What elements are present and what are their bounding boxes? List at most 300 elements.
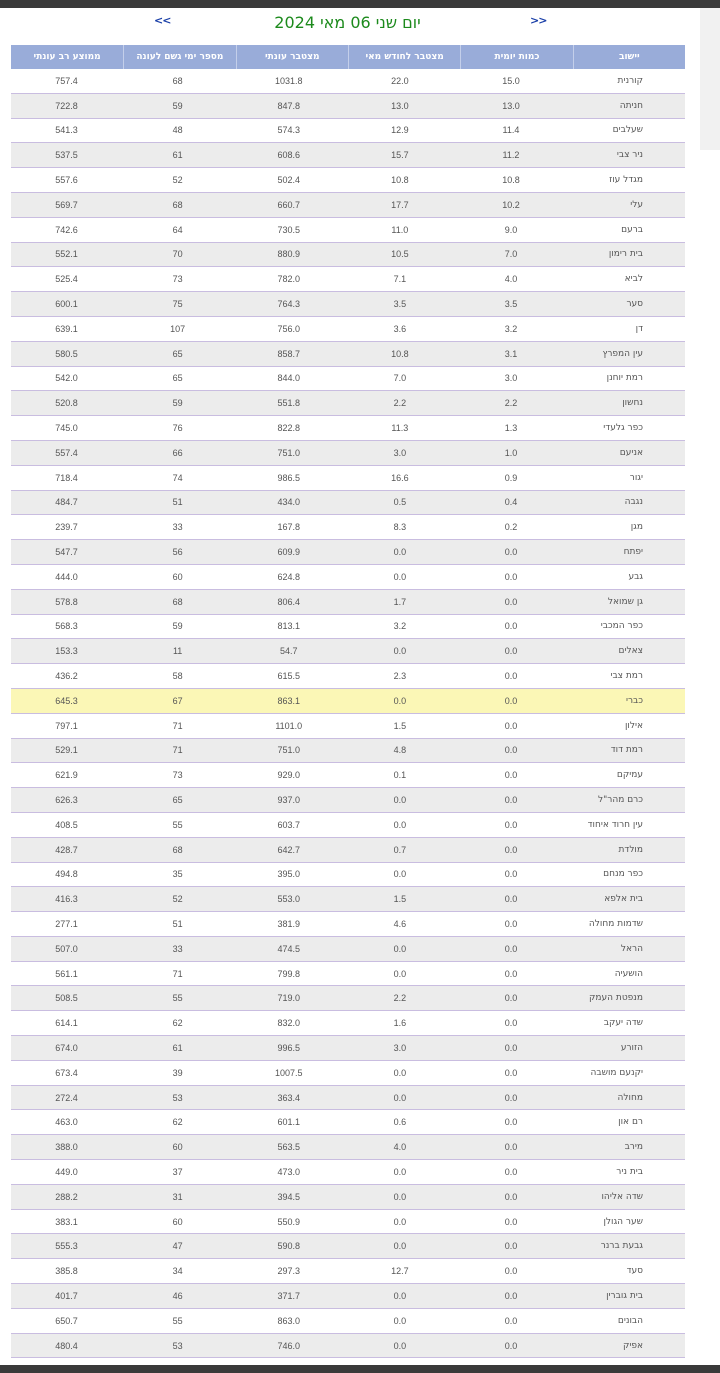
monthly-total-cell: 0.0	[393, 819, 407, 830]
rain-days-cell: 59	[172, 100, 183, 111]
monthly-total-cell: 0.0	[393, 1216, 407, 1227]
seasonal-average-cell: 416.3	[55, 894, 78, 905]
rain-days-cell: 64	[172, 224, 183, 235]
monthly-total-cell: 0.0	[393, 1092, 407, 1103]
table-row[interactable]	[11, 664, 685, 689]
seasonal-total-cell: 167.8	[277, 522, 301, 533]
rain-days-cell: 107	[170, 323, 186, 334]
daily-amount-cell: 0.0	[504, 621, 518, 632]
table-row[interactable]	[11, 515, 685, 540]
seasonal-average-cell: 542.0	[55, 373, 78, 384]
station-name-cell: בית ניר	[616, 1166, 643, 1177]
seasonal-average-cell: 401.7	[55, 1290, 78, 1301]
daily-amount-cell: 0.0	[504, 918, 518, 929]
seasonal-average-cell: 547.7	[55, 547, 78, 558]
monthly-total-cell: 0.0	[393, 1067, 407, 1078]
seasonal-total-cell: 297.3	[277, 1266, 301, 1277]
rain-days-cell: 76	[172, 423, 183, 434]
rain-days-cell: 37	[172, 1166, 183, 1177]
station-name-cell: קורנית	[617, 75, 643, 86]
monthly-total-cell: 12.7	[391, 1266, 409, 1277]
seasonal-average-cell: 494.8	[55, 869, 78, 880]
daily-amount-cell: 0.0	[504, 745, 518, 756]
seasonal-average-cell: 757.4	[55, 75, 78, 86]
daily-amount-cell: 3.1	[504, 348, 518, 359]
seasonal-average-cell: 578.8	[55, 596, 78, 607]
seasonal-total-cell: 502.4	[277, 175, 301, 186]
seasonal-average-cell: 480.4	[55, 1340, 78, 1351]
seasonal-total-cell: 54.7	[279, 646, 298, 657]
table-row[interactable]	[11, 69, 685, 94]
station-name-cell: מנפטת העמק	[589, 993, 643, 1004]
seasonal-total-cell: 563.5	[277, 1142, 301, 1153]
table-row[interactable]	[11, 986, 685, 1011]
station-name-cell: רם און	[618, 1117, 643, 1128]
seasonal-average-cell: 428.7	[55, 844, 78, 855]
rain-days-cell: 34	[172, 1266, 183, 1277]
station-name-cell: יפתח	[623, 547, 643, 558]
daily-amount-cell: 0.0	[504, 671, 518, 682]
daily-amount-cell: 0.0	[504, 1290, 518, 1301]
daily-amount-cell: 11.2	[502, 150, 520, 161]
rain-days-cell: 68	[172, 844, 183, 855]
seasonal-average-cell: 561.1	[55, 968, 78, 979]
seasonal-average-cell: 277.1	[55, 918, 78, 929]
monthly-total-cell: 7.1	[393, 274, 407, 285]
table-row[interactable]	[11, 887, 685, 912]
table-row[interactable]	[11, 689, 685, 714]
daily-amount-cell: 0.0	[504, 1315, 518, 1326]
seasonal-total-cell: 730.5	[277, 224, 301, 235]
station-name-cell: עמיקם	[616, 770, 643, 781]
table-row[interactable]	[11, 838, 685, 863]
daily-amount-cell: 0.4	[504, 497, 518, 508]
seasonal-total-cell: 719.0	[277, 993, 301, 1004]
station-name-cell: מחולה	[617, 1092, 643, 1103]
monthly-total-cell: 0.0	[393, 795, 407, 805]
date-header	[10, 8, 685, 44]
station-name-cell: הזורע	[620, 1042, 643, 1053]
top-status-bar	[0, 0, 720, 8]
station-name-cell: עין חרוד איחוד	[587, 819, 643, 830]
column-header-station[interactable]: יישוב	[573, 45, 685, 69]
monthly-total-cell: 0.0	[393, 943, 407, 954]
next-day-button[interactable]: >>	[530, 14, 547, 27]
daily-amount-cell: 0.9	[504, 472, 518, 483]
monthly-total-cell: 15.7	[391, 150, 409, 161]
table-row[interactable]	[11, 615, 685, 640]
daily-amount-cell: 0.0	[504, 1266, 518, 1277]
monthly-total-cell: 3.6	[393, 323, 407, 334]
rain-days-cell: 47	[172, 1241, 183, 1252]
seasonal-average-cell: 436.2	[55, 671, 78, 682]
monthly-total-cell: 12.9	[391, 125, 409, 136]
daily-amount-cell: 0.0	[504, 1216, 518, 1227]
table-row[interactable]	[11, 1160, 685, 1185]
station-name-cell: כפר מנחם	[603, 869, 643, 880]
seasonal-average-cell: 580.5	[55, 348, 78, 359]
rain-days-cell: 68	[172, 75, 183, 86]
seasonal-average-cell: 557.4	[55, 447, 78, 458]
monthly-total-cell: 10.5	[391, 249, 409, 260]
daily-amount-cell: 10.2	[502, 199, 520, 210]
table-row[interactable]	[11, 590, 685, 615]
table-row[interactable]	[11, 739, 685, 764]
station-name-cell: דן	[635, 323, 643, 334]
seasonal-average-cell: 742.6	[55, 224, 78, 235]
table-row[interactable]	[11, 565, 685, 590]
table-row[interactable]	[11, 441, 685, 466]
rain-days-cell: 65	[172, 373, 183, 384]
daily-amount-cell: 0.0	[504, 844, 518, 855]
seasonal-average-cell: 537.5	[55, 150, 78, 161]
monthly-total-cell: 7.0	[393, 373, 407, 384]
table-row[interactable]	[11, 1036, 685, 1061]
seasonal-average-cell: 388.0	[55, 1142, 78, 1153]
station-name-cell: שדמות מחולה	[588, 918, 643, 929]
rain-days-cell: 75	[172, 299, 183, 310]
seasonal-total-cell: 624.8	[277, 571, 301, 582]
seasonal-total-cell: 863.0	[277, 1315, 301, 1326]
table-row[interactable]	[11, 1185, 685, 1210]
daily-amount-cell: 0.0	[504, 720, 518, 731]
rain-days-cell: 39	[172, 1067, 183, 1078]
daily-amount-cell: 0.0	[504, 770, 518, 781]
monthly-total-cell: 1.5	[393, 720, 407, 731]
rain-days-cell: 71	[172, 968, 183, 979]
monthly-total-cell: 1.7	[393, 596, 407, 607]
monthly-total-cell: 0.1	[393, 770, 407, 781]
table-row[interactable]	[11, 962, 685, 987]
daily-amount-cell: 0.0	[504, 695, 518, 706]
monthly-total-cell: 0.0	[393, 1290, 407, 1301]
daily-amount-cell: 0.0	[504, 1042, 518, 1053]
station-name-cell: נחשון	[622, 398, 643, 409]
table-row[interactable]	[11, 1309, 685, 1334]
seasonal-total-cell: 394.5	[277, 1191, 301, 1202]
rain-days-cell: 66	[172, 447, 183, 458]
rain-days-cell: 58	[172, 671, 183, 682]
monthly-total-cell: 11.0	[391, 224, 409, 235]
seasonal-total-cell: 371.7	[277, 1290, 301, 1301]
rain-days-cell: 52	[172, 894, 183, 905]
monthly-total-cell: 3.2	[393, 621, 407, 632]
seasonal-average-cell: 508.5	[55, 993, 78, 1004]
seasonal-average-cell: 555.3	[55, 1241, 78, 1252]
daily-amount-cell: 0.0	[504, 1142, 518, 1153]
station-name-cell: סעד	[626, 1266, 643, 1277]
station-name-cell: שער הגולן	[603, 1216, 643, 1227]
station-name-cell: מגן	[630, 522, 643, 533]
table-row[interactable]	[11, 317, 685, 342]
table-body	[11, 69, 685, 1358]
seasonal-average-cell: 674.0	[55, 1042, 78, 1053]
table-row[interactable]	[11, 342, 685, 367]
rain-days-cell: 67	[172, 695, 183, 706]
seasonal-total-cell: 381.9	[277, 918, 301, 929]
station-name-cell: שדה אליהו	[601, 1191, 643, 1202]
daily-amount-cell: 13.0	[502, 100, 520, 111]
station-name-cell: יגור	[629, 472, 643, 483]
rain-days-cell: 61	[172, 150, 183, 161]
rain-days-cell: 55	[172, 1315, 183, 1326]
station-name-cell: כפר המכבי	[600, 621, 643, 632]
monthly-total-cell: 0.0	[393, 1340, 407, 1351]
rain-days-cell: 68	[172, 596, 183, 607]
monthly-total-cell: 0.0	[393, 646, 407, 657]
column-header-daily-amount[interactable]: כמות יומית	[460, 45, 572, 69]
station-name-cell: הבונים	[617, 1315, 643, 1326]
rain-days-cell: 60	[172, 571, 183, 582]
station-name-cell: שדה יעקב	[603, 1018, 643, 1029]
table-row[interactable]	[11, 1284, 685, 1309]
table-row[interactable]	[11, 466, 685, 491]
monthly-total-cell: 0.0	[393, 968, 407, 979]
table-row[interactable]	[11, 540, 685, 565]
station-name-cell: גן שמואל	[607, 596, 643, 607]
station-name-cell: הראל	[620, 943, 643, 954]
table-row[interactable]	[11, 143, 685, 168]
station-name-cell: אילון	[624, 720, 643, 731]
station-name-cell: מירב	[624, 1142, 643, 1153]
monthly-total-cell: 4.8	[393, 745, 407, 756]
daily-amount-cell: 3.5	[504, 299, 518, 310]
table-row[interactable]	[11, 714, 685, 739]
table-row[interactable]	[11, 193, 685, 218]
rain-days-cell: 65	[172, 795, 183, 805]
seasonal-average-cell: 288.2	[55, 1191, 78, 1202]
seasonal-total-cell: 603.7	[277, 819, 301, 830]
column-header-seasonal-average[interactable]: ממוצע רב עונתי	[33, 52, 101, 62]
seasonal-average-cell: 718.4	[55, 472, 78, 483]
seasonal-average-cell: 639.1	[55, 323, 78, 334]
rain-days-cell: 55	[172, 819, 183, 830]
seasonal-average-cell: 408.5	[55, 819, 78, 830]
table-row[interactable]	[11, 912, 685, 937]
station-name-cell: עין המפרץ	[602, 348, 643, 359]
monthly-total-cell: 0.0	[393, 1315, 407, 1326]
table-row[interactable]	[11, 813, 685, 838]
station-name-cell: רמת דוד	[610, 745, 643, 756]
seasonal-average-cell: 645.3	[55, 695, 78, 706]
monthly-total-cell: 17.7	[391, 199, 409, 210]
table-row[interactable]	[11, 367, 685, 392]
monthly-total-cell: 0.6	[393, 1117, 407, 1128]
seasonal-average-cell: 722.8	[55, 100, 78, 111]
table-row[interactable]	[11, 863, 685, 888]
side-shade	[700, 8, 720, 150]
table-row[interactable]	[11, 1086, 685, 1111]
daily-amount-cell: 0.0	[504, 1117, 518, 1128]
monthly-total-cell: 0.0	[393, 869, 407, 880]
seasonal-average-cell: 569.7	[55, 199, 78, 210]
seasonal-total-cell: 395.0	[277, 869, 301, 880]
table-row[interactable]	[11, 1061, 685, 1086]
rain-days-cell: 35	[172, 869, 183, 880]
seasonal-total-cell: 363.4	[277, 1092, 301, 1103]
rain-days-cell: 71	[172, 745, 183, 756]
seasonal-total-cell: 642.7	[277, 844, 301, 855]
rain-days-cell: 55	[172, 993, 183, 1004]
monthly-total-cell: 2.2	[393, 398, 407, 409]
seasonal-average-cell: 520.8	[55, 398, 78, 409]
daily-amount-cell: 10.8	[502, 175, 520, 186]
station-name-cell: כרם מהר"ל	[598, 795, 643, 805]
column-header-seasonal-total[interactable]: מצטבר עונתי	[236, 45, 348, 69]
monthly-total-cell: 2.3	[393, 671, 407, 682]
seasonal-average-cell: 673.4	[55, 1067, 78, 1078]
seasonal-average-cell: 463.0	[55, 1117, 78, 1128]
seasonal-total-cell: 608.6	[277, 150, 301, 161]
table-row[interactable]	[11, 763, 685, 788]
table-row[interactable]	[11, 168, 685, 193]
rain-days-cell: 33	[172, 943, 183, 954]
monthly-total-cell: 4.0	[393, 1142, 407, 1153]
seasonal-average-cell: 621.9	[55, 770, 78, 781]
daily-amount-cell: 0.0	[504, 547, 518, 558]
daily-amount-cell: 0.0	[504, 943, 518, 954]
seasonal-total-cell: 847.8	[277, 100, 301, 111]
seasonal-average-cell: 541.3	[55, 125, 78, 136]
table-header	[11, 45, 685, 69]
seasonal-average-cell: 153.3	[55, 646, 78, 657]
seasonal-total-cell: 858.7	[277, 348, 301, 359]
seasonal-average-cell: 552.1	[55, 249, 78, 260]
seasonal-average-cell: 383.1	[55, 1216, 78, 1227]
table-row[interactable]	[11, 937, 685, 962]
station-name-cell: סער	[626, 299, 643, 310]
station-name-cell: כפר גלעדי	[603, 423, 643, 434]
table-row[interactable]	[11, 243, 685, 268]
seasonal-total-cell: 844.0	[277, 373, 301, 384]
bottom-nav-bar	[0, 1365, 720, 1373]
seasonal-average-cell: 745.0	[55, 423, 78, 434]
table-row[interactable]	[11, 416, 685, 441]
station-name-cell: ניר צבי	[616, 150, 643, 161]
rain-days-cell: 60	[172, 1216, 183, 1227]
seasonal-average-cell: 568.3	[55, 621, 78, 632]
rain-days-cell: 52	[172, 175, 183, 186]
daily-amount-cell: 0.0	[504, 1191, 518, 1202]
table-row[interactable]	[11, 292, 685, 317]
rain-days-cell: 74	[172, 472, 183, 483]
column-header-rain-days[interactable]: מספר ימי גשם לעונה	[123, 45, 235, 69]
monthly-total-cell: 1.5	[393, 894, 407, 905]
rain-days-cell: 53	[172, 1340, 183, 1351]
table-row[interactable]	[11, 639, 685, 664]
station-name-cell: ברעם	[621, 224, 643, 235]
seasonal-total-cell: 550.9	[277, 1216, 301, 1227]
daily-amount-cell: 0.0	[504, 596, 518, 607]
seasonal-total-cell: 601.1	[277, 1117, 301, 1128]
table-row[interactable]	[11, 1135, 685, 1160]
table-row[interactable]	[11, 1210, 685, 1235]
seasonal-total-cell: 474.5	[277, 943, 301, 954]
table-row[interactable]	[11, 491, 685, 516]
monthly-total-cell: 10.8	[391, 348, 409, 359]
seasonal-total-cell: 434.0	[277, 497, 301, 508]
table-row[interactable]	[11, 94, 685, 119]
column-header-monthly-total[interactable]: מצטבר לחודש מאי	[348, 45, 460, 69]
seasonal-average-cell: 525.4	[55, 274, 78, 285]
daily-amount-cell: 0.0	[504, 894, 518, 905]
seasonal-total-cell: 756.0	[277, 323, 301, 334]
seasonal-total-cell: 553.0	[277, 894, 301, 905]
seasonal-average-cell: 444.0	[55, 571, 78, 582]
seasonal-total-cell: 1007.5	[274, 1067, 303, 1078]
monthly-total-cell: 2.2	[393, 993, 407, 1004]
monthly-total-cell: 22.0	[391, 75, 409, 86]
station-name-cell: בית אלפא	[604, 894, 643, 905]
table-row[interactable]	[11, 391, 685, 416]
rain-days-cell: 46	[172, 1290, 183, 1301]
daily-amount-cell: 0.0	[504, 1092, 518, 1103]
daily-amount-cell: 0.0	[504, 795, 518, 805]
station-name-cell: כברי	[625, 695, 643, 706]
seasonal-total-cell: 799.8	[277, 968, 301, 979]
seasonal-total-cell: 863.1	[277, 695, 301, 706]
table-row[interactable]	[11, 1011, 685, 1036]
monthly-total-cell: 0.0	[393, 1241, 407, 1252]
table-row[interactable]	[11, 1259, 685, 1284]
seasonal-average-cell: 239.7	[55, 522, 78, 533]
table-row[interactable]	[11, 218, 685, 243]
monthly-total-cell: 4.6	[393, 918, 407, 929]
seasonal-total-cell: 551.8	[277, 398, 301, 409]
seasonal-total-cell: 1101.0	[275, 720, 303, 731]
monthly-total-cell: 0.0	[393, 547, 407, 558]
seasonal-average-cell: 797.1	[55, 720, 78, 731]
table-row[interactable]	[11, 1334, 685, 1359]
seasonal-total-cell: 751.0	[277, 745, 301, 756]
monthly-total-cell: 3.0	[393, 447, 407, 458]
station-name-cell: נגבה	[624, 497, 643, 508]
seasonal-total-cell: 813.1	[277, 621, 301, 632]
daily-amount-cell: 0.0	[504, 993, 518, 1004]
monthly-total-cell: 8.3	[393, 522, 407, 533]
monthly-total-cell: 0.5	[393, 497, 407, 508]
seasonal-total-cell: 782.0	[277, 274, 301, 285]
daily-amount-cell: 2.2	[504, 398, 518, 409]
daily-amount-cell: 3.2	[504, 323, 518, 334]
table-row[interactable]	[11, 267, 685, 292]
daily-amount-cell: 0.0	[504, 1067, 518, 1078]
station-name-cell: לביא	[624, 274, 643, 285]
rain-days-cell: 61	[172, 1042, 183, 1053]
daily-amount-cell: 0.0	[504, 571, 518, 582]
monthly-total-cell: 0.0	[393, 695, 407, 706]
page-title: יום שני 06 מאי 2024	[274, 13, 421, 32]
seasonal-average-cell: 272.4	[55, 1092, 78, 1103]
station-name-cell: גבעת ברנר	[600, 1241, 643, 1252]
rain-days-cell: 62	[172, 1117, 183, 1128]
table-row[interactable]	[11, 788, 685, 813]
table-row[interactable]	[11, 1110, 685, 1135]
seasonal-total-cell: 1031.8	[274, 75, 303, 86]
table-row[interactable]	[11, 119, 685, 144]
daily-amount-cell: 1.0	[504, 447, 518, 458]
station-name-cell: צאלים	[618, 646, 643, 657]
previous-day-button[interactable]: <<	[154, 14, 171, 27]
seasonal-total-cell: 473.0	[277, 1166, 301, 1177]
station-name-cell: רמת צבי	[610, 671, 643, 682]
table-row[interactable]	[11, 1234, 685, 1259]
monthly-total-cell: 10.8	[391, 175, 409, 186]
seasonal-total-cell: 822.8	[277, 423, 301, 434]
rain-days-cell: 51	[172, 918, 183, 929]
rainfall-table	[11, 45, 685, 1358]
seasonal-total-cell: 806.4	[277, 596, 301, 607]
